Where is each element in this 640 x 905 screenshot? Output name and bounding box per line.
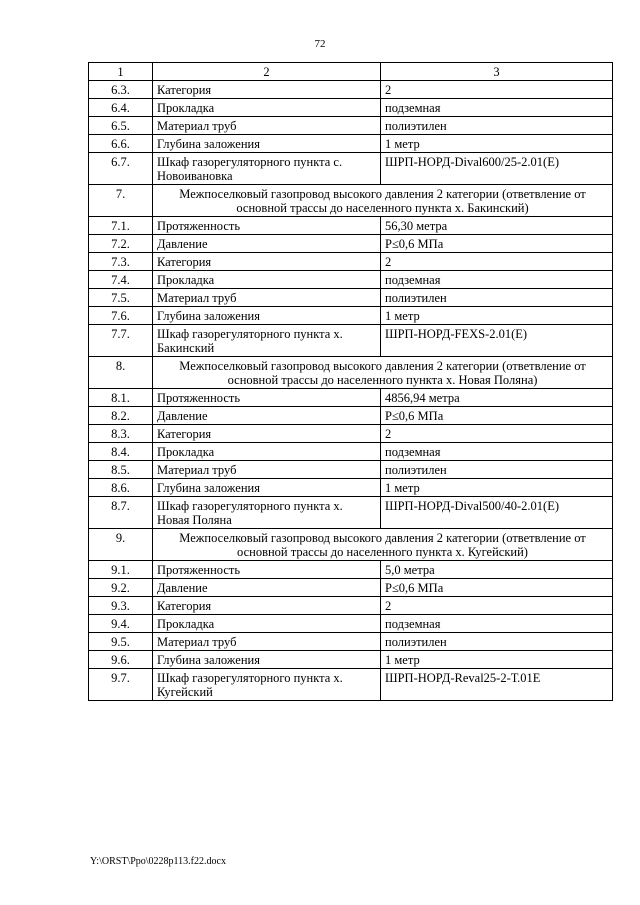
table-row [89, 479, 613, 497]
parameter-label: Прокладка [153, 615, 381, 633]
row-number: 6.4. [89, 99, 153, 117]
table-row [89, 461, 613, 479]
row-number: 7.1. [89, 217, 153, 235]
row-number: 9.2. [89, 579, 153, 597]
column-header: 3 [381, 63, 613, 81]
parameter-label: Протяженность [153, 389, 381, 407]
row-number: 6.3. [89, 81, 153, 99]
table-row [89, 407, 613, 425]
row-number: 8.7. [89, 497, 153, 529]
table-row [89, 135, 613, 153]
row-number: 7.2. [89, 235, 153, 253]
parameter-value: 2 [381, 597, 613, 615]
section-title-row [89, 357, 613, 389]
parameter-value: Р≤0,6 МПа [381, 579, 613, 597]
parameter-label: Материал труб [153, 461, 381, 479]
table-row [89, 99, 613, 117]
parameter-value: 56,30 метра [381, 217, 613, 235]
row-number: 8.4. [89, 443, 153, 461]
parameter-value: полиэтилен [381, 117, 613, 135]
row-number: 7. [89, 185, 153, 217]
table-row [89, 597, 613, 615]
row-number: 9.1. [89, 561, 153, 579]
row-number: 9.7. [89, 669, 153, 701]
table-row [89, 271, 613, 289]
parameter-value: ШРП-НОРД-Reval25-2-Т.01Е [381, 669, 613, 701]
section-title-row [89, 529, 613, 561]
parameter-value: 5,0 метра [381, 561, 613, 579]
parameter-label: Категория [153, 425, 381, 443]
table-row [89, 615, 613, 633]
parameter-label: Глубина заложения [153, 135, 381, 153]
parameter-value: подземная [381, 99, 613, 117]
table-header-row [89, 63, 613, 81]
parameter-label: Материал труб [153, 289, 381, 307]
parameter-label: Материал труб [153, 633, 381, 651]
parameter-label: Давление [153, 235, 381, 253]
table-row [89, 651, 613, 669]
table-row [89, 235, 613, 253]
section-title-row [89, 185, 613, 217]
parameter-value: полиэтилен [381, 461, 613, 479]
parameter-value: подземная [381, 615, 613, 633]
parameter-value: 1 метр [381, 651, 613, 669]
row-number: 7.5. [89, 289, 153, 307]
parameter-label: Давление [153, 407, 381, 425]
parameter-label: Категория [153, 597, 381, 615]
parameter-value: 1 метр [381, 307, 613, 325]
specification-table [88, 62, 613, 701]
column-header: 1 [89, 63, 153, 81]
row-number: 7.3. [89, 253, 153, 271]
table-row [89, 253, 613, 271]
parameter-value: подземная [381, 271, 613, 289]
row-number: 7.6. [89, 307, 153, 325]
parameter-label: Давление [153, 579, 381, 597]
parameter-value: ШРП-НОРД-FEXS-2.01(Е) [381, 325, 613, 357]
parameter-value: 4856,94 метра [381, 389, 613, 407]
table-row [89, 153, 613, 185]
parameter-label: Глубина заложения [153, 479, 381, 497]
parameter-value: 1 метр [381, 479, 613, 497]
parameter-value: 2 [381, 253, 613, 271]
table-row [89, 579, 613, 597]
table-row [89, 81, 613, 99]
table-row [89, 425, 613, 443]
parameter-label: Шкаф газорегуляторного пункта х. Новая Поляна [153, 497, 381, 529]
table-row [89, 561, 613, 579]
parameter-value: Р≤0,6 МПа [381, 407, 613, 425]
column-header: 2 [153, 63, 381, 81]
table-row [89, 325, 613, 357]
table-row [89, 389, 613, 407]
row-number: 8.1. [89, 389, 153, 407]
parameter-label: Шкаф газорегуляторного пункта х. Бакинский [153, 325, 381, 357]
section-title: Межпоселковый газопровод высокого давления 2 категории (ответвление от основной трассы до населенного пункта х. Бакинский) [153, 185, 613, 217]
parameter-value: 2 [381, 425, 613, 443]
table-row [89, 117, 613, 135]
row-number: 9.6. [89, 651, 153, 669]
row-number: 9. [89, 529, 153, 561]
table-row [89, 217, 613, 235]
parameter-value: полиэтилен [381, 289, 613, 307]
table-row [89, 443, 613, 461]
row-number: 6.7. [89, 153, 153, 185]
row-number: 7.7. [89, 325, 153, 357]
row-number: 6.6. [89, 135, 153, 153]
row-number: 9.4. [89, 615, 153, 633]
section-title: Межпоселковый газопровод высокого давления 2 категории (ответвление от основной трассы до населенного пункта х. Кугейский) [153, 529, 613, 561]
parameter-value: Р≤0,6 МПа [381, 235, 613, 253]
section-title: Межпоселковый газопровод высокого давления 2 категории (ответвление от основной трассы до населенного пункта х. Новая Поляна) [153, 357, 613, 389]
row-number: 7.4. [89, 271, 153, 289]
table-row [89, 307, 613, 325]
row-number: 8.5. [89, 461, 153, 479]
parameter-label: Протяженность [153, 217, 381, 235]
parameter-label: Категория [153, 81, 381, 99]
parameter-value: ШРП-НОРД-Dival500/40-2.01(Е) [381, 497, 613, 529]
table-row [89, 289, 613, 307]
row-number: 9.3. [89, 597, 153, 615]
table-row [89, 669, 613, 701]
page-number: 72 [314, 38, 326, 50]
parameter-label: Шкаф газорегуляторного пункта х. Кугейский [153, 669, 381, 701]
parameter-label: Материал труб [153, 117, 381, 135]
row-number: 8.6. [89, 479, 153, 497]
parameter-value: ШРП-НОРД-Dival600/25-2.01(Е) [381, 153, 613, 185]
parameter-label: Категория [153, 253, 381, 271]
parameter-value: полиэтилен [381, 633, 613, 651]
parameter-label: Шкаф газорегуляторного пункта с. Новоивановка [153, 153, 381, 185]
parameter-value: подземная [381, 443, 613, 461]
row-number: 6.5. [89, 117, 153, 135]
parameter-label: Прокладка [153, 99, 381, 117]
parameter-label: Протяженность [153, 561, 381, 579]
parameter-label: Прокладка [153, 443, 381, 461]
parameter-value: 2 [381, 81, 613, 99]
table-row [89, 497, 613, 529]
parameter-label: Прокладка [153, 271, 381, 289]
parameter-label: Глубина заложения [153, 307, 381, 325]
row-number: 9.5. [89, 633, 153, 651]
footer-file-path: Y:\ORST\Ppo\0228p113.f22.docx [90, 856, 226, 867]
parameter-label: Глубина заложения [153, 651, 381, 669]
parameter-value: 1 метр [381, 135, 613, 153]
row-number: 8.3. [89, 425, 153, 443]
row-number: 8.2. [89, 407, 153, 425]
table-row [89, 633, 613, 651]
row-number: 8. [89, 357, 153, 389]
